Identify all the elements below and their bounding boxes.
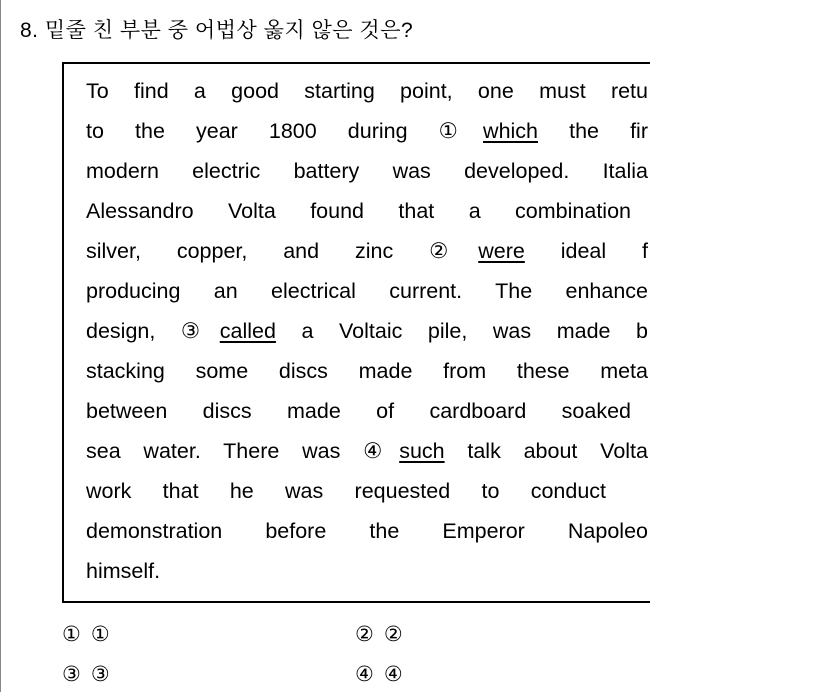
passage-text: himself. xyxy=(86,559,161,583)
passage-line xyxy=(86,156,648,186)
passage-text: Alessandro Volta found that a combination xyxy=(86,199,631,223)
option-number: ③ xyxy=(62,663,81,686)
underlined-phrase: were xyxy=(478,239,525,263)
passage-line xyxy=(86,436,648,466)
passage-line xyxy=(86,276,648,306)
passage-line xyxy=(86,556,648,586)
passage-text: design, ③ xyxy=(86,319,220,343)
passage-line xyxy=(86,76,648,106)
passage-text: talk about Volta xyxy=(444,439,648,463)
passage-line xyxy=(86,396,631,426)
passage-text: demonstration before the Emperor Napoleo xyxy=(86,519,648,543)
option-number: ① xyxy=(62,623,81,646)
option-number: ② xyxy=(355,623,374,646)
passage-line xyxy=(86,196,631,226)
passage-text: modern electric battery was developed. Italia xyxy=(86,159,648,183)
passage-text: the fir xyxy=(538,119,648,143)
passage-text: stacking some discs made from these meta xyxy=(86,359,648,383)
option-4[interactable] xyxy=(355,662,413,687)
option-2[interactable] xyxy=(355,622,413,647)
option-text: ② xyxy=(383,623,403,646)
question-title: 8. 밑줄 친 부분 중 어법상 옳지 않은 것은? xyxy=(20,19,414,42)
page-left-border xyxy=(0,0,1,692)
option-text: ③ xyxy=(90,663,110,686)
underlined-phrase: such xyxy=(399,439,445,463)
passage-text: sea water. There was ④ xyxy=(86,439,400,463)
underlined-phrase: which xyxy=(483,119,539,143)
option-number: ④ xyxy=(355,663,374,686)
option-1[interactable] xyxy=(62,622,120,647)
underlined-phrase: called xyxy=(219,319,276,343)
passage-text: to the year 1800 during ① xyxy=(86,119,484,143)
passage-line xyxy=(86,236,648,266)
passage-line xyxy=(86,356,648,386)
option-3[interactable] xyxy=(62,662,120,687)
option-text: ④ xyxy=(383,663,403,686)
option-text: ① xyxy=(90,623,110,646)
passage-text: ideal f xyxy=(524,239,648,263)
passage-text: producing an electrical current. The enhance xyxy=(86,279,648,303)
passage-text: work that he was requested to conduct xyxy=(86,479,606,503)
passage-line xyxy=(86,476,606,506)
passage-text: a Voltaic pile, was made b xyxy=(275,319,648,343)
passage-line xyxy=(86,516,648,546)
passage-text: between discs made of cardboard soaked xyxy=(86,399,631,423)
passage-line xyxy=(86,316,648,346)
passage-line xyxy=(86,116,648,146)
passage-text: silver, copper, and zinc ② xyxy=(86,239,479,263)
passage-text: To find a good starting point, one must retu xyxy=(86,79,648,103)
passage-box xyxy=(62,62,650,603)
